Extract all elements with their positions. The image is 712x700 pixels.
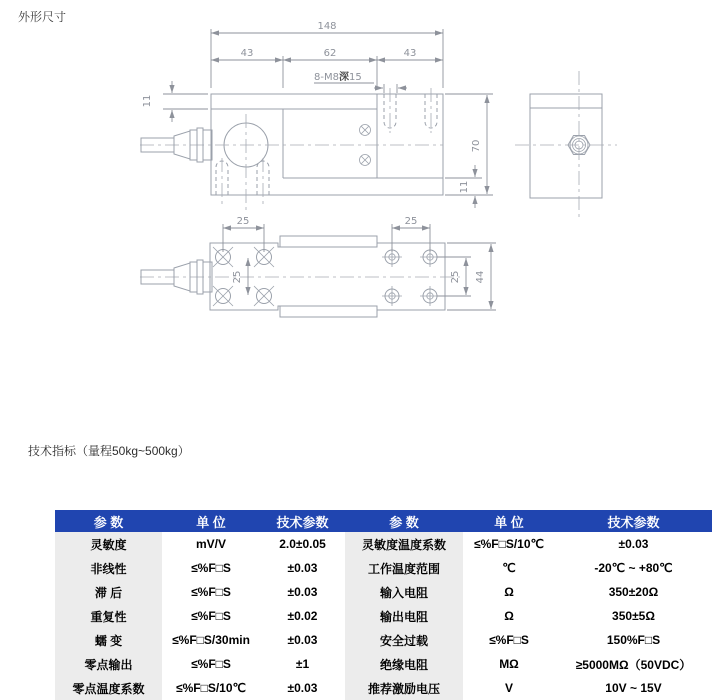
spec-section-title: 技术指标（量程50kg~500kg）: [28, 444, 190, 458]
dim-top-step: 11: [142, 94, 153, 108]
unit-cell-right: Ω: [504, 609, 514, 623]
dim-hole-span-right: 25: [404, 216, 418, 227]
value-cell-left: ±0.03: [287, 561, 318, 575]
front-view-dimensions: [142, 21, 493, 208]
dim-hole-pitch-right: 25: [450, 270, 461, 284]
value-cell-left: ±0.02: [287, 609, 318, 623]
table-row: [55, 676, 712, 700]
header-unit-right: 单 位: [463, 510, 555, 532]
unit-cell-right: ≤%F□S: [489, 633, 529, 647]
unit-cell-right: MΩ: [499, 657, 519, 671]
dim-segment-right: 43: [403, 48, 417, 59]
threaded-holes-top: [384, 88, 437, 133]
value-cell-right: 350±5Ω: [612, 609, 655, 623]
value-cell-left: 2.0±0.05: [279, 537, 326, 551]
param-cell-right: 工作温度范围: [345, 556, 463, 580]
value-cell-right: ≥5000MΩ（50VDC）: [575, 657, 692, 672]
thread-note-depth: 深: [338, 72, 349, 83]
unit-cell-right: V: [504, 681, 513, 695]
mounting-holes-right: [382, 247, 440, 306]
spec-table: [55, 510, 712, 700]
value-cell-right: 150%F□S: [606, 633, 661, 647]
value-cell-left: ±1: [295, 657, 310, 671]
value-cell-right: ±0.03: [618, 537, 649, 551]
unit-cell-left: ≤%F□S/10℃: [176, 681, 246, 695]
side-view: [515, 71, 617, 217]
thread-note-suffix: 15: [348, 72, 362, 83]
dim-hole-span-left: 25: [236, 216, 250, 227]
dim-segment-middle: 62: [323, 48, 337, 59]
dim-height: 70: [471, 139, 482, 153]
unit-cell-right: ≤%F□S/10℃: [474, 537, 544, 551]
unit-cell-left: ≤%F□S: [191, 561, 231, 575]
param-cell-right: 输出电阻: [345, 604, 463, 628]
unit-cell-left: ≤%F□S: [191, 609, 231, 623]
unit-cell-right: Ω: [504, 585, 514, 599]
header-param-left: 参 数: [55, 510, 162, 532]
spec-table-header: [55, 510, 712, 532]
dim-overall-width: 148: [317, 21, 337, 32]
front-view: [140, 21, 493, 210]
value-cell-right: 10V ~ 15V: [605, 681, 662, 695]
header-value-right: 技术参数: [555, 510, 712, 532]
page-title: 外形尺寸: [18, 10, 67, 24]
unit-cell-left: ≤%F□S: [191, 585, 231, 599]
table-row: [55, 652, 712, 676]
param-cell-left: 零点输出: [55, 652, 162, 676]
value-cell-left: ±0.03: [287, 681, 318, 695]
param-cell-right: 灵敏度温度系数: [345, 532, 463, 556]
value-cell-left: ±0.03: [287, 585, 318, 599]
header-param-right: 参 数: [345, 510, 463, 532]
unit-cell-right: ℃: [502, 561, 516, 575]
param-cell-right: 绝缘电阻: [345, 652, 463, 676]
param-cell-left: 非线性: [55, 556, 162, 580]
dim-hole-pitch-left: 25: [232, 270, 243, 284]
threaded-holes-bottom: [216, 158, 269, 206]
rubber-boot-seam-bottom: [280, 306, 377, 317]
header-value-left: 技术参数: [260, 510, 345, 532]
param-cell-left: 滞 后: [55, 580, 162, 604]
value-cell-left: ±0.03: [287, 633, 318, 647]
table-row: [55, 628, 712, 652]
value-cell-right: -20℃ ~ +80℃: [594, 561, 673, 575]
thread-note: [314, 70, 362, 83]
table-row: [55, 556, 712, 580]
table-row: [55, 580, 712, 604]
unit-cell-left: ≤%F□S: [191, 657, 231, 671]
unit-cell-left: ≤%F□S/30min: [172, 633, 250, 647]
value-cell-right: 350±20Ω: [608, 585, 659, 599]
table-row: [55, 604, 712, 628]
dim-plate-width: 44: [475, 270, 486, 284]
header-unit-left: 单 位: [162, 510, 260, 532]
param-cell-right: 安全过载: [345, 628, 463, 652]
param-cell-left: 重复性: [55, 604, 162, 628]
top-view: [140, 216, 496, 317]
mounting-holes-left: [213, 247, 274, 306]
param-cell-left: 蠕 变: [55, 628, 162, 652]
rubber-boot-seam-top: [280, 236, 377, 247]
spec-table-body: [55, 532, 712, 700]
dim-segment-left: 43: [240, 48, 254, 59]
table-row: [55, 532, 712, 556]
dim-bottom-step: 11: [459, 180, 470, 194]
param-cell-right: 推荐激励电压: [345, 676, 463, 700]
param-cell-left: 灵敏度: [55, 532, 162, 556]
param-cell-right: 输入电阻: [345, 580, 463, 604]
thread-note-prefix: 8-M8: [314, 72, 339, 83]
param-cell-left: 零点温度系数: [55, 676, 162, 700]
unit-cell-left: mV/V: [195, 537, 226, 551]
